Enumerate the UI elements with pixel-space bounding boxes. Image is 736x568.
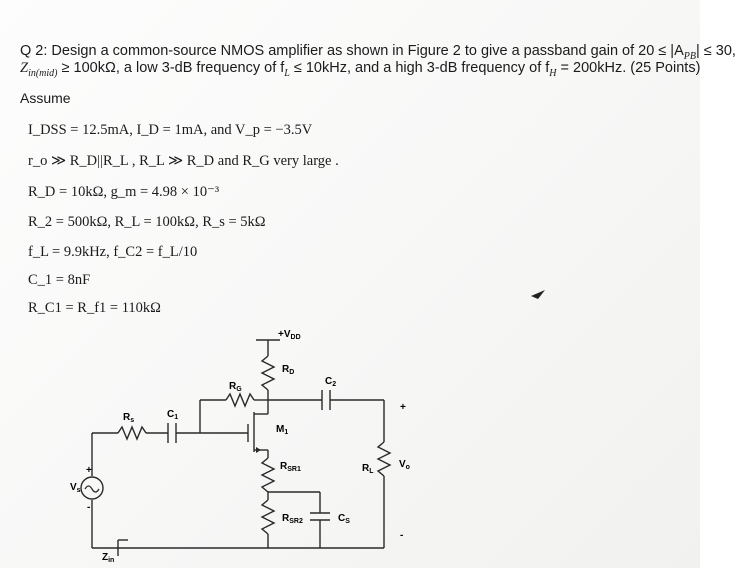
gain-subscript: PB [683,50,696,62]
transistor-arrow-icon [256,447,261,453]
fh-subscript: H [549,67,557,79]
question-text-end: | ≤ 30, [695,43,736,59]
rsr2-label: $R_{SR2}$ [282,513,303,525]
equation-c1: C_1 = 8nF [28,272,91,288]
rsr1-label: $R_{SR1}$ [280,461,301,473]
source-plus-label: + [86,465,92,476]
c2-label: $C_2$ [325,376,337,388]
rl-label: $R_L$ [362,463,374,475]
equation-idss: I_DSS = 12.5mA, I_D = 1mA, and V_p = −3.5V [28,122,313,138]
voltage-source-icon [81,477,103,499]
assume-heading: Assume [20,90,71,106]
question-text-2: ≥ 100kΩ, a low 3-dB frequency of f [57,60,285,76]
rg-label: $R_G$ [229,381,242,393]
equation-r2: R_2 = 500kΩ, R_L = 100kΩ, R_s = 5kΩ [28,214,266,230]
equation-ro: r_o ≫ R_D||R_L , R_L ≫ R_D and R_G very large . [28,153,339,169]
cs-label: $C_S$ [338,513,350,525]
zin-subscript: in(mid) [28,67,58,79]
fl-subscript: L [284,67,290,79]
vs-label: $V_s$ [70,482,81,494]
question-text: Q 2: Design a common-source NMOS amplifier as shown in Figure 2 to give a passband gain of 20 ≤ |A [20,43,684,59]
output-minus-label: - [400,530,404,541]
vdd-label: $+V_{DD}$ [278,329,301,341]
source-minus-label: - [87,502,91,513]
output-plus-label: + [400,402,406,413]
equation-rd: R_D = 10kΩ, g_m = 4.98 × 10⁻³ [28,184,220,200]
zin-symbol: Z [20,60,29,76]
question-text-4: = 200kHz. (25 Points) [556,60,701,76]
c1-label: $C_1$ [167,409,179,421]
m1-label: $M_1$ [276,424,289,436]
rd-label: $R_D$ [282,364,295,376]
cursor-icon [531,290,545,299]
question-text-3: ≤ 10kHz, and a high 3-dB frequency of f [289,60,550,76]
rs-label: $R_s$ [123,412,135,424]
equation-fl: f_L = 9.9kHz, f_C2 = f_L/10 [28,244,198,260]
zin-label: $Z_{in}$ [102,552,115,564]
equation-rc1: R_C1 = R_f1 = 110kΩ [28,300,161,316]
vo-label: $V_o$ [399,459,410,471]
